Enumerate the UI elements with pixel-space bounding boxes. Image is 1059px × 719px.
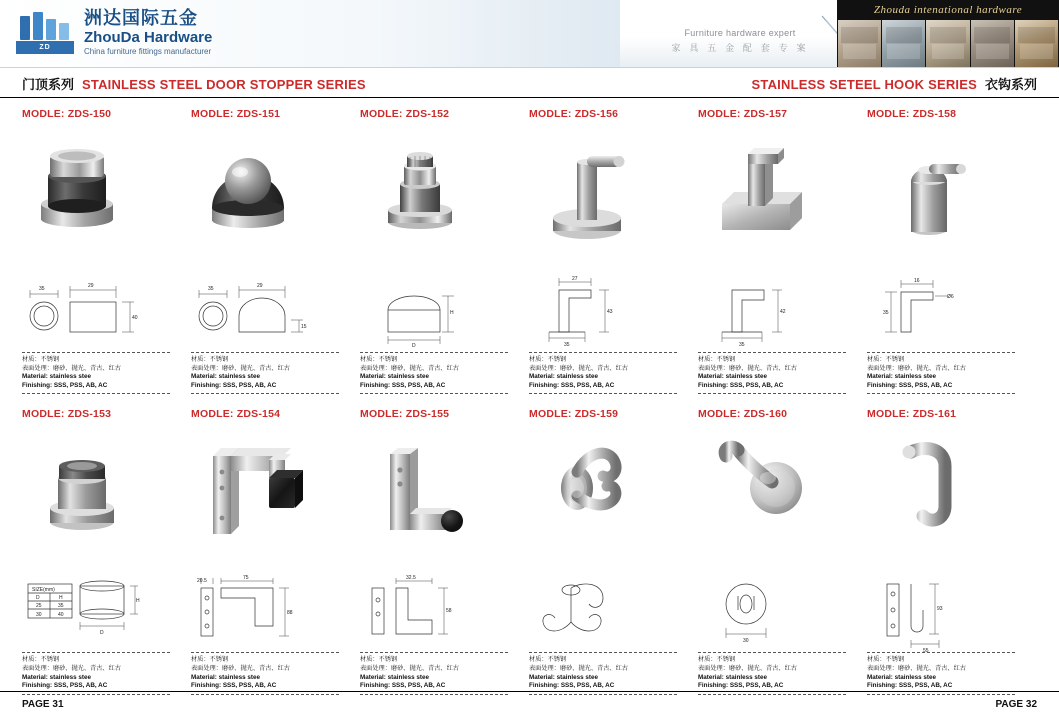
product-dimension-drawing: [698, 276, 845, 348]
spec-finish-cn: 表面处理：磨砂、抛光、青古、红古: [360, 664, 459, 672]
product-photo-stopper-knob: [360, 126, 507, 276]
spec-finish-cn: 表面处理：磨砂、抛光、青古、红古: [191, 364, 290, 372]
spec-finish-cn: 表面处理：磨砂、抛光、青古、红古: [698, 664, 797, 672]
product-model: MODLE: ZDS-160: [698, 408, 788, 421]
product-model: MODLE: ZDS-152: [360, 108, 450, 120]
product-photo-hook-round-pin: [867, 126, 1014, 276]
dim-label: 35: [564, 342, 570, 348]
product-model: MODLE: ZDS-154: [191, 408, 281, 421]
spec-material-en: Material: stainless stee: [22, 373, 91, 381]
product-model: MODLE: ZDS-156: [529, 108, 619, 120]
dim-label: D: [412, 343, 416, 349]
spec-material-cn: 材质：不锈钢: [867, 356, 905, 363]
product-photo-hook-bracket-black: [191, 426, 338, 576]
spec-material-en: Material: stainless stee: [191, 373, 260, 381]
dim-label: 35: [739, 342, 745, 348]
spec-finish-en: Finishing: SSS, PSS, AB, AC: [698, 682, 784, 690]
spec-material-en: Material: stainless stee: [360, 673, 429, 681]
product-cell: [346, 98, 515, 398]
product-cell: [684, 398, 853, 698]
photo-thumbnail: [882, 20, 925, 67]
spec-block: [698, 352, 846, 394]
spec-material-cn: 材质：不锈钢: [698, 656, 736, 664]
brand-name-cn: 洲达国际五金: [84, 8, 198, 29]
product-dimension-drawing: [698, 576, 845, 648]
spec-block: [867, 352, 1015, 394]
spec-material-cn: 材质：不锈钢: [360, 356, 398, 363]
dim-label: 20.5: [197, 578, 207, 585]
product-dimension-drawing: [22, 576, 169, 648]
dim-label: 29: [257, 283, 263, 289]
dim-label: 93: [937, 606, 943, 613]
logo-badge-label: ZD HARDWARE: [16, 41, 74, 54]
spec-finish-en: Finishing: SSS, PSS, AB, AC: [698, 381, 784, 389]
page-number-right: PAGE 32: [995, 699, 1037, 710]
dim-label: 55: [923, 648, 929, 655]
brand-text: [84, 9, 212, 57]
spec-finish-cn: 表面处理：磨砂、抛光、青古、红古: [191, 664, 290, 672]
spec-finish-en: Finishing: SSS, PSS, AB, AC: [191, 381, 277, 389]
series-right-cn: 衣钩系列: [984, 78, 1037, 93]
spec-finish-en: Finishing: SSS, PSS, AB, AC: [22, 682, 108, 690]
dim-label: 29: [88, 283, 94, 289]
spec-finish-en: Finishing: SSS, PSS, AB, AC: [22, 381, 108, 389]
header-slogan-cn: 家 具 五 金 配 套 专 案: [671, 44, 809, 54]
product-cell: [177, 98, 346, 398]
series-title-bar: [0, 68, 1059, 98]
dim-label: Ø6: [947, 294, 954, 300]
product-photo-stopper-tall: [22, 426, 169, 576]
brand-name-en: ZhouDa Hardware: [84, 29, 213, 46]
product-model: MODLE: ZDS-158: [867, 108, 957, 120]
photo-thumbnail: [926, 20, 969, 67]
product-model: MODLE: ZDS-150: [22, 108, 112, 120]
page-footer: [0, 691, 1059, 719]
spec-material-cn: 材质：不锈钢: [22, 656, 60, 664]
spec-material-cn: 材质：不锈钢: [529, 356, 567, 363]
dim-label: 30: [743, 638, 749, 645]
photo-thumbnail: [971, 20, 1014, 67]
spec-material-en: Material: stainless stee: [529, 373, 598, 381]
dim-label: 15: [301, 324, 307, 330]
photo-thumbnail: [838, 20, 881, 67]
dim-label: 88: [287, 610, 293, 617]
product-dimension-drawing: [360, 576, 507, 648]
table-header: D: [36, 595, 40, 602]
dim-label: 35: [883, 310, 889, 316]
spec-finish-cn: 表面处理：磨砂、抛光、青古、红古: [22, 364, 121, 372]
spec-material-cn: 材质：不锈钢: [191, 356, 229, 363]
spec-finish-en: Finishing: SSS, PSS, AB, AC: [529, 381, 615, 389]
product-row: [8, 398, 1051, 698]
spec-material-en: Material: stainless stee: [867, 673, 936, 681]
spec-block: [698, 652, 846, 694]
product-cell: [346, 398, 515, 698]
photo-thumbnails: [837, 20, 1059, 68]
logo-bars-icon: [20, 12, 70, 40]
product-model: MODLE: ZDS-151: [191, 108, 281, 120]
spec-block: [22, 352, 170, 394]
spec-block: [360, 352, 508, 394]
spec-material-en: Material: stainless stee: [22, 673, 91, 681]
header-photo-strip: [837, 0, 1059, 68]
product-dimension-drawing: [867, 276, 1014, 348]
product-cell: [853, 98, 1022, 398]
product-dimension-drawing: [22, 276, 169, 348]
table-cell: 30: [36, 612, 42, 619]
product-cell: [515, 98, 684, 398]
dim-label: H: [136, 598, 140, 605]
product-cell: [515, 398, 684, 698]
spec-finish-cn: 表面处理：磨砂、抛光、青古、红古: [529, 364, 628, 372]
spec-material-cn: 材质：不锈钢: [867, 656, 905, 664]
spec-material-en: Material: stainless stee: [360, 373, 429, 381]
dim-label: 32.5: [406, 575, 416, 582]
product-photo-hook-long-arm: [867, 426, 1014, 576]
spec-finish-cn: 表面处理：磨砂、抛光、青古、红古: [22, 664, 121, 672]
series-left-en: STAINLESS STEEL DOOR STOPPER SERIES: [82, 77, 366, 92]
product-cell: [853, 398, 1022, 698]
header-photos-title: Zhouda intenational hardware: [837, 0, 1059, 20]
page-number-left: PAGE 31: [22, 699, 64, 710]
dim-label: 40: [132, 315, 138, 321]
spec-finish-en: Finishing: SSS, PSS, AB, AC: [360, 682, 446, 690]
product-cell: [8, 398, 177, 698]
spec-material-cn: 材质：不锈钢: [191, 656, 229, 664]
product-model: MODLE: ZDS-161: [867, 408, 957, 421]
product-photo-hook-double-prong: [529, 426, 676, 576]
brand-tagline: China furniture fittings manufacturer: [84, 47, 212, 56]
spec-block: [529, 352, 677, 394]
dim-label: 35: [39, 286, 45, 292]
series-left: [22, 74, 366, 93]
product-dimension-drawing: [191, 276, 338, 348]
spec-material-en: Material: stainless stee: [698, 673, 767, 681]
spec-block: [867, 652, 1015, 694]
spec-block: [360, 652, 508, 694]
product-photo-stopper-dome: [22, 126, 169, 276]
product-photo-hook-oval-plate: [698, 426, 845, 576]
dim-label: H: [450, 310, 454, 316]
spec-material-en: Material: stainless stee: [529, 673, 598, 681]
product-model: MODLE: ZDS-155: [360, 408, 450, 421]
dim-label: 75: [243, 575, 249, 582]
spec-finish-cn: 表面处理：磨砂、抛光、青古、红古: [867, 364, 966, 372]
spec-material-cn: 材质：不锈钢: [529, 656, 567, 664]
product-dimension-drawing: [191, 576, 338, 648]
spec-block: [191, 352, 339, 394]
product-dimension-drawing: [867, 576, 1014, 655]
product-photo-hook-j-black: [360, 426, 507, 576]
series-right: [752, 74, 1037, 93]
series-right-en: STAINLESS SETEEL HOOK SERIES: [751, 77, 977, 92]
spec-finish-en: Finishing: SSS, PSS, AB, AC: [191, 682, 277, 690]
product-dimension-drawing: [529, 576, 676, 648]
spec-finish-cn: 表面处理：磨砂、抛光、青古、红古: [529, 664, 628, 672]
dim-label: 58: [446, 608, 452, 615]
product-photo-hook-round-single: [529, 126, 676, 276]
spec-finish-cn: 表面处理：磨砂、抛光、青古、红古: [698, 364, 797, 372]
spec-block: [529, 652, 677, 694]
product-row: [8, 98, 1051, 398]
product-model: MODLE: ZDS-157: [698, 108, 788, 120]
product-cell: [177, 398, 346, 698]
spec-block: [191, 652, 339, 694]
spec-finish-en: Finishing: SSS, PSS, AB, AC: [867, 682, 953, 690]
spec-material-en: Material: stainless stee: [698, 373, 767, 381]
spec-finish-en: Finishing: SSS, PSS, AB, AC: [360, 381, 446, 389]
dim-label: 42: [780, 309, 786, 315]
dim-label: 43: [607, 309, 613, 315]
product-dimension-drawing: [360, 276, 507, 348]
spec-material-cn: 材质：不锈钢: [22, 356, 60, 363]
table-cell: 40: [58, 612, 64, 619]
header-slogan: [640, 28, 840, 54]
product-photo-hook-square-single: [698, 126, 845, 276]
spec-finish-en: Finishing: SSS, PSS, AB, AC: [529, 682, 615, 690]
spec-finish-en: Finishing: SSS, PSS, AB, AC: [867, 381, 953, 389]
spec-finish-cn: 表面处理：磨砂、抛光、青古、红古: [360, 364, 459, 372]
product-model: MODLE: ZDS-153: [22, 408, 112, 421]
spec-finish-cn: 表面处理：磨砂、抛光、青古、红古: [867, 664, 966, 672]
spec-material-cn: 材质：不锈钢: [360, 656, 398, 664]
spec-block: [22, 652, 170, 694]
series-left-cn: 门顶系列: [22, 78, 75, 93]
table-header: SIZE(mm): [32, 587, 55, 594]
dim-label: 16: [914, 278, 920, 284]
product-cell: [8, 98, 177, 398]
spec-material-en: Material: stainless stee: [191, 673, 260, 681]
spec-material-en: Material: stainless stee: [867, 373, 936, 381]
dim-label: D: [100, 630, 104, 637]
product-cell: [684, 98, 853, 398]
product-model: MODLE: ZDS-159: [529, 408, 619, 421]
product-dimension-drawing: [529, 276, 676, 348]
product-grid: [0, 98, 1059, 699]
photo-thumbnail: [1015, 20, 1058, 67]
page-header: [0, 0, 1059, 68]
spec-material-cn: 材质：不锈钢: [698, 356, 736, 363]
table-header: H: [59, 595, 63, 602]
logo-mark-icon: [14, 10, 76, 64]
brand-logo: [14, 8, 213, 64]
dim-label: 35: [208, 286, 214, 292]
table-cell: 25: [36, 603, 42, 610]
dim-label: 27: [572, 276, 578, 282]
product-photo-stopper-ball: [191, 126, 338, 276]
header-slogan-en: Furniture hardware expert: [684, 28, 796, 38]
table-cell: 35: [58, 603, 64, 610]
